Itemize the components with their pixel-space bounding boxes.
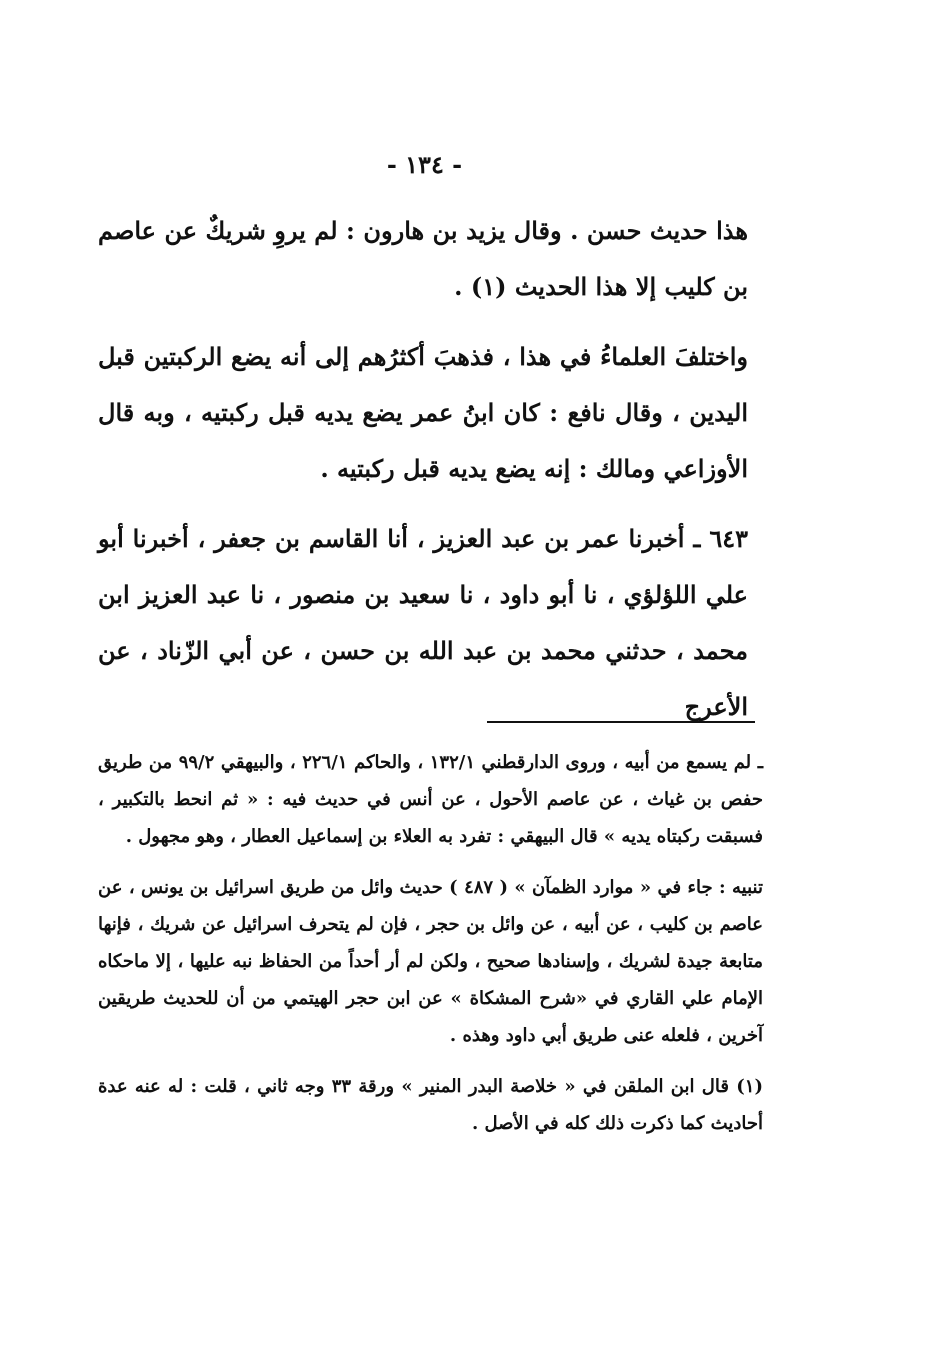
main-text <box>98 203 748 744</box>
footnote-separator <box>487 721 755 723</box>
footnotes <box>98 744 763 1156</box>
page-number: - ١٣٤ - <box>386 150 463 179</box>
footnote-tanbih: تنبيه : جاء في « موارد الظمآن » ( ٤٨٧ ) حديث وائل من طريق اسرائيل بن يونس ، عن عاصم بن كليب ، عن أبيه ، عن وائل بن حجر ، فإن لم يتحرف اسرائيل عن شريك ، فإنها متابعة جيدة لشريك ، وإسنادها صحيح ، ولكن لم أر أحداً من الحفاظ نبه عليها ، إلا ماحكاه الإمام علي القاري في «شرح المشكاة » عن ابن حجر الهيتمي من أن للحديث طريقين آخرين ، فلعله عنى طريق أبي داود وهذه . <box>98 877 763 1046</box>
paragraph-scholars-disagreement: واختلفَ العلماءُ في هذا ، فذهبَ أكثرُهم إلى أنه يضع الركبتين قبل اليدين ، وقال نافع : كان ابنُ عمر يضع يديه قبل ركبتيه ، وبه قال الأوزاعي ومالك : إنه يضع يديه قبل ركبتيه . <box>98 342 749 483</box>
paragraph-hadith-grading: هذا حديث حسن . وقال يزيد بن هارون : لم يروِ شريكٌ عن عاصم بن كليب إلا هذا الحديث (١) . <box>98 216 748 301</box>
footnote-continuation: ـ لم يسمع من أبيه ، وروى الدارقطني ١٣٢/١ ، والحاكم ٢٢٦/١ ، والبيهقي ٩٩/٢ من طريق حفص بن غياث ، عن عاصم الأحول ، عن أنس في حديث فيه : « ثم انحط بالتكبير ، فسبقت ركبتاه يديه » قال البيهقي : تفرد به العلاء بن إسماعيل العطار ، وهو مجهول . <box>98 752 763 847</box>
paragraph-hadith-643: ٦٤٣ ـ أخبرنا عمر بن عبد العزيز ، أنا القاسم بن جعفر ، أخبرنا أبو علي اللؤلؤي ، نا أبو داود ، نا سعيد بن منصور ، نا عبد العزيز ابن محمد ، حدثني محمد بن عبد الله بن حسن ، عن أبي الزّناد ، عن الأعرج <box>98 524 749 721</box>
footnote-1: (١) قال ابن الملقن في « خلاصة البدر المنير » ورقة ٣٣ وجه ثاني ، قلت : له عنه عدة أحاديث كما ذكرت ذلك كله في الأصل . <box>98 1076 763 1134</box>
